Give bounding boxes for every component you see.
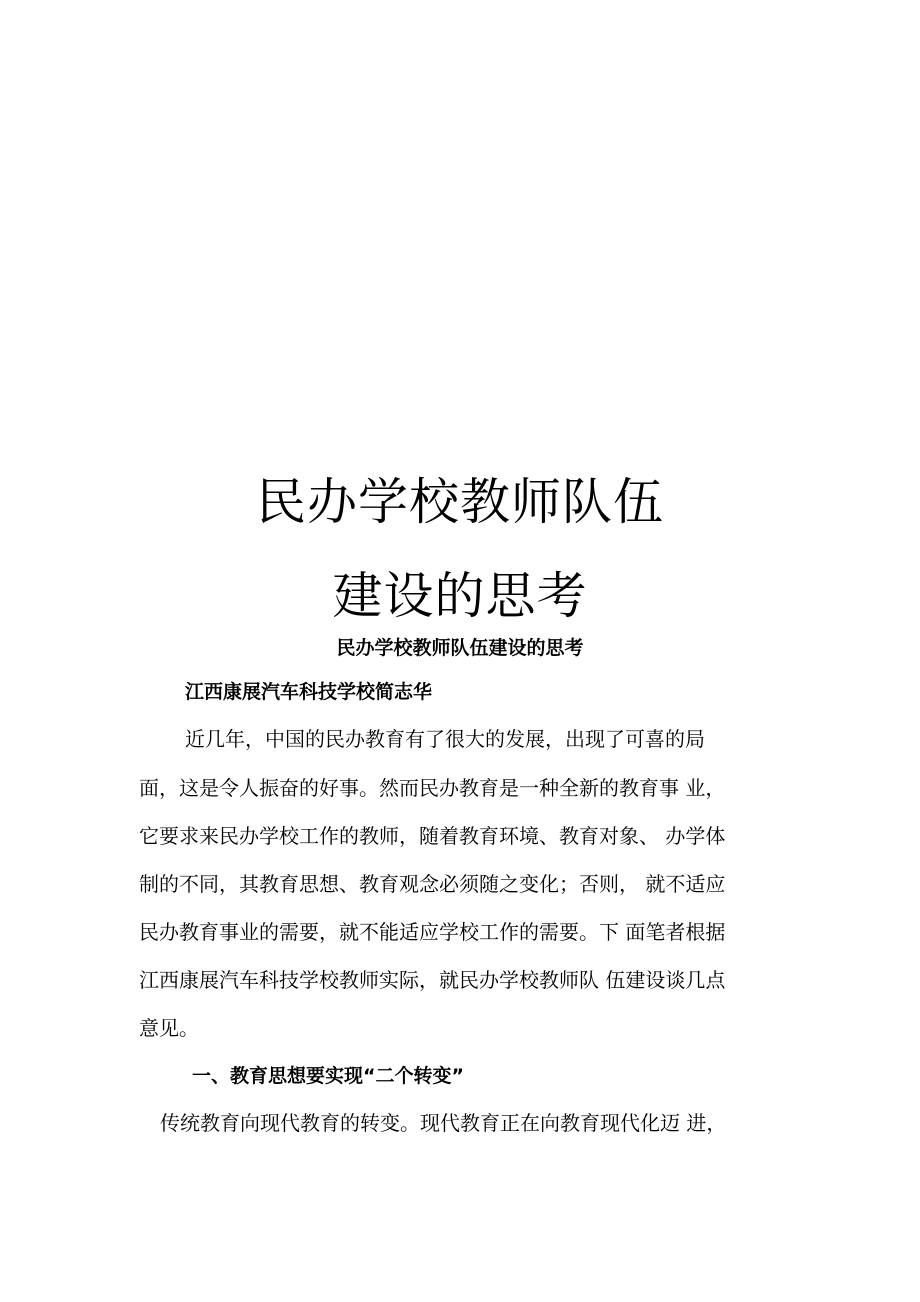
intro-line-2: 面，这是令人振奋的好事。然而民办教育是一种全新的教育事 业，: [139, 776, 726, 800]
section1-paragraph-line-1: 传统教育向现代教育的转变。现代教育正在向教育现代化迈 进，: [160, 1111, 727, 1135]
intro-line-3: 它要求来民办学校工作的教师，随着教育环境、教育对象、 办学体: [139, 824, 726, 848]
section-heading-1: 一、教育思想要实现“二个转变”: [192, 1065, 464, 1087]
author-line: 江西康展汽车科技学校简志华: [185, 681, 433, 703]
intro-line-5: 民办教育事业的需要，就不能适应学校工作的需要。下 面笔者根据: [139, 920, 726, 944]
intro-line-1: 近几年，中国的民办教育有了很大的发展，出现了可喜的局: [185, 727, 705, 751]
article-title: 民办学校教师队伍建设的思考: [336, 637, 584, 659]
intro-line-7: 意见。: [139, 1016, 199, 1040]
intro-line-4: 制的不同，其教育思想、教育观念必须随之变化；否则， 就不适应: [139, 872, 726, 896]
cover-title-line-2: 建设的思考: [332, 567, 588, 625]
intro-line-6: 江西康展汽车科技学校教师实际，就民办学校教师队 伍建设谈几点: [139, 968, 726, 992]
cover-title-line-1: 民办学校教师队伍: [256, 473, 664, 531]
